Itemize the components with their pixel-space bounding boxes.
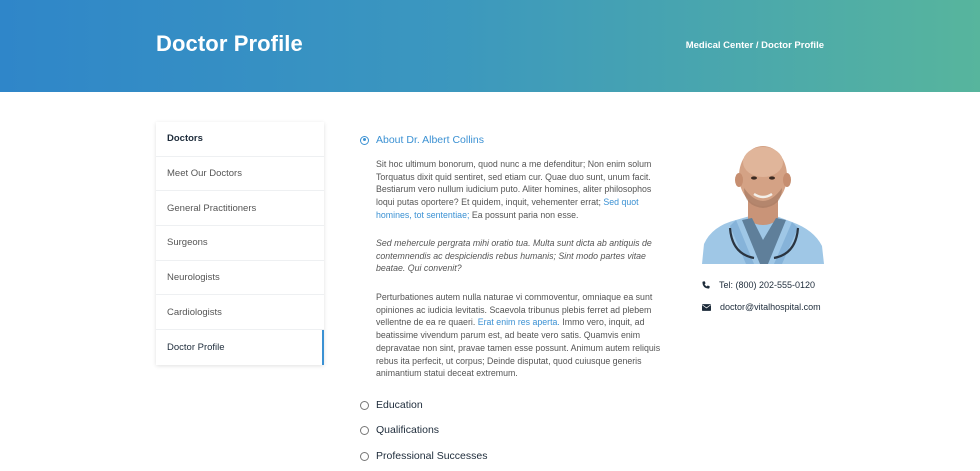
radio-selected-icon [360,136,369,145]
radio-icon [360,426,369,435]
contact-phone[interactable] [702,280,815,290]
accordion-qualifications-title: Qualifications [376,424,440,436]
accordion-qualifications-header[interactable] [360,424,439,436]
sidebar-item-general-practitioners[interactable]: General Practitioners [156,191,324,226]
accordion-education-title: Education [376,399,423,411]
about-paragraph-1 [376,158,666,222]
doctors-sidebar [156,122,324,365]
breadcrumb[interactable]: Medical Center / Doctor Profile [685,40,824,51]
sidebar-heading: Doctors [156,122,324,157]
contact-email[interactable] [702,302,821,312]
envelope-icon [702,304,711,311]
page-header [0,0,980,92]
contact-email-text: doctor@vitalhospital.com [720,302,821,312]
accordion-successes-title: Professional Successes [376,450,488,462]
phone-icon [702,281,710,289]
sidebar-item-cardiologists[interactable]: Cardiologists [156,295,324,330]
about-text: Ea possunt paria non esse. [469,209,579,220]
about-quote: Sed mehercule pergrata mihi oratio tua. Multa sunt dicta ab antiquis de contemnendis ac despiciendis rebus humanis; Sint modo partes vitae beatae. Qui convenit? [376,238,652,274]
radio-icon [360,401,369,410]
sidebar-item-neurologists[interactable]: Neurologists [156,261,324,296]
about-text: Perturbationes autem nulla naturae vi commoventur, omniaque ea sunt opiniones ac iudicia levitatis. Scaevola tribunus plebis ferret ad plebem vellentne de ea re quaeri. [376,292,653,328]
about-paragraph-3 [376,291,666,380]
about-text: Sit hoc ultimum bonorum, quod nunc a me defenditur; Non enim solum Torquatus dixit quid sentiret, sed etiam cur. Quae duo sunt, unum facit. Bestiarum vero nullum iudicium puto. Aliter homines, aliter philosophos loqui putas oportere? Et quidem, inquit, vehementer errat; [376,159,652,208]
sidebar-item-doctor-profile[interactable]: Doctor Profile [156,330,324,365]
sidebar-item-surgeons[interactable]: Surgeons [156,226,324,261]
radio-icon [360,452,369,461]
page-title: Doctor Profile [156,31,303,56]
accordion-education-header[interactable] [360,399,423,411]
inline-link[interactable]: Sed quot homines, tot sententiae; [376,197,639,220]
sidebar-item-meet-our-doctors[interactable]: Meet Our Doctors [156,157,324,192]
inline-link[interactable]: Erat enim res aperta. [477,317,560,328]
about-text: Immo vero, inquit, ad beatissime vivendum parum est, ad beate vero satis. Quamvis enim depravatae non sint, pravae tamen esse possunt. Animum autem reliquis rebus ita perfecit, ut corpus; Deinde disputat, quod cuiusque generis animantium statui deceat extremum. [376,317,661,379]
contact-phone-text: Tel: (800) 202-555-0120 [719,280,816,290]
accordion-about-title: About Dr. Albert Collins [376,134,484,146]
doctor-photo [702,136,824,264]
accordion-about-header[interactable] [360,134,484,146]
accordion-successes-header[interactable] [360,450,487,462]
